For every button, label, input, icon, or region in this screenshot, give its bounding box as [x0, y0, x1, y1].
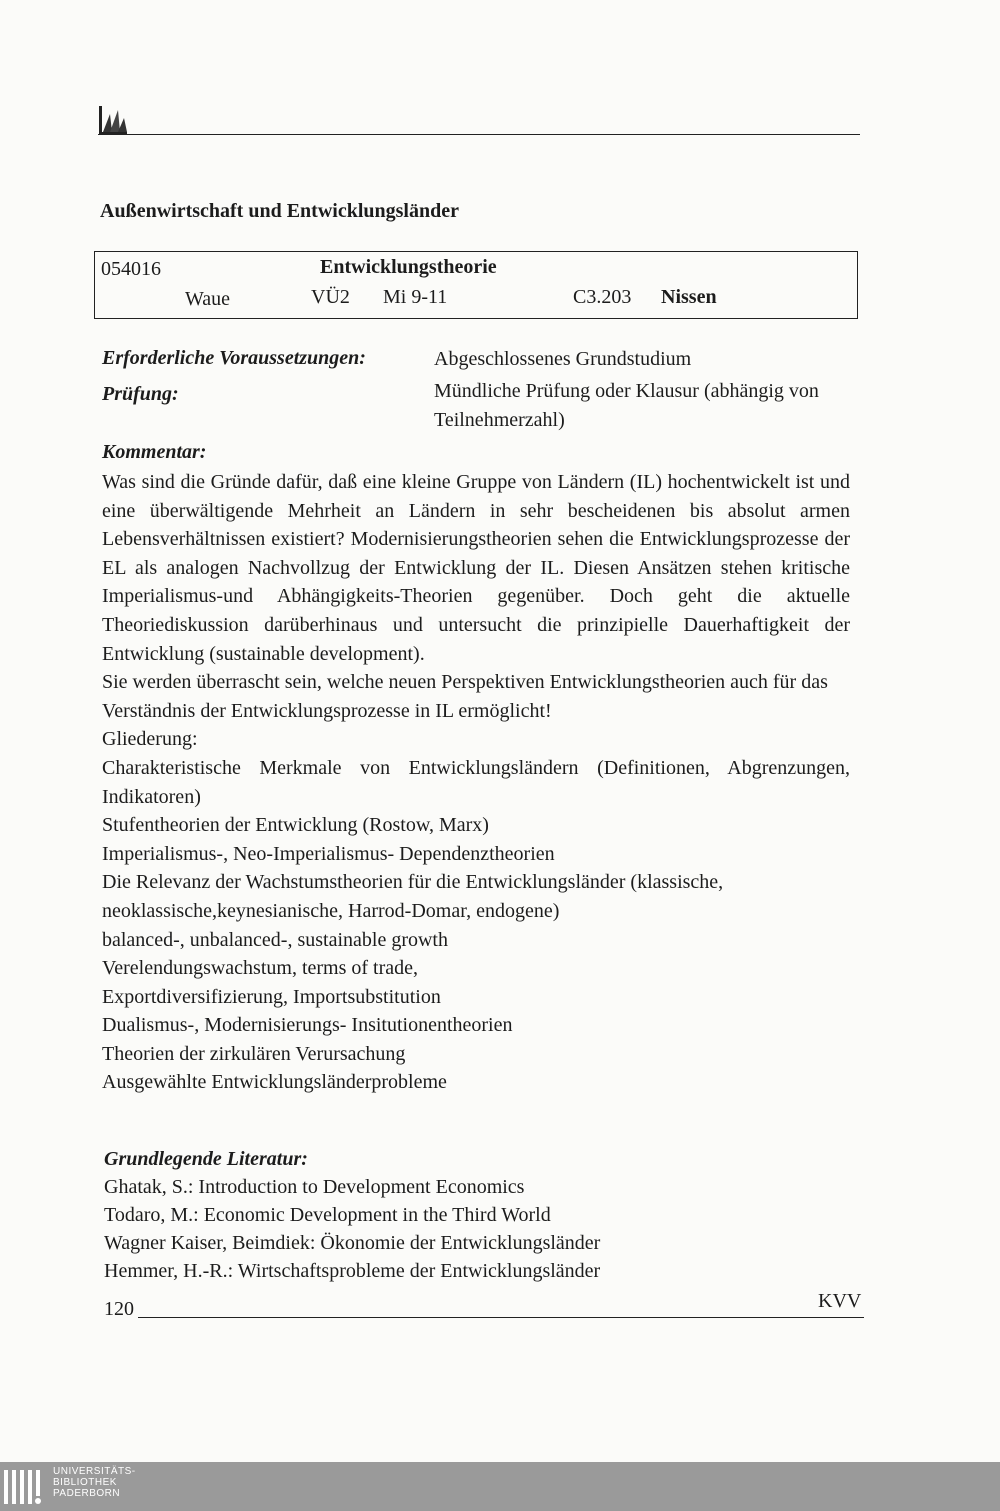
library-banner: [0, 1462, 1000, 1511]
exam-label: Prüfung:: [102, 383, 179, 405]
page-number: 120: [104, 1298, 134, 1320]
outline-item: Die Relevanz der Wachstumstheorien für die Entwicklungsländer (klassische, neoklassische,keynesianische, Harrod-Domar, endogene): [102, 871, 724, 922]
course-lecturer: Nissen: [661, 286, 717, 308]
outline-item: Stufentheorien der Entwicklung (Rostow, Marx): [102, 814, 489, 837]
literature-item: Wagner Kaiser, Beimdiek: Ökonomie der Entwicklungsländer: [104, 1232, 601, 1254]
requirements-label: Erforderliche Voraussetzungen:: [102, 347, 366, 369]
literature-item: Todaro, M.: Economic Development in the Third World: [104, 1204, 551, 1226]
literature-list: [104, 1173, 600, 1285]
course-type: VÜ2: [311, 286, 350, 308]
outline-item: Imperialismus-, Neo-Imperialismus- Dependenztheorien: [102, 842, 555, 865]
comment-paragraph-1: Was sind die Gründe dafür, daß eine kleine Gruppe von Ländern (IL) hochentwickelt ist und eine überwältigende Mehrheit an Ländern in sehr bescheidenen bis absolut armen Lebensverhältnissen existiert? Modernisierungstheorien sehen die Entwicklungsprozesse der EL als analogen Nachvollzug der Entwicklung der IL. Diesen Ansätzen stehen kritische Imperialismus-und Abhängigkeits-Theorien gegenüber. Doch geht die aktuelle Theoriediskussion darüberhinaus und untersucht die prinzipielle Dauerhaftigkeit der Entwicklung (sustainable development).: [102, 471, 850, 665]
comment-body: [102, 468, 850, 1097]
outline-item: balanced-, unbalanced-, sustainable growth: [102, 928, 448, 951]
exam-value: Mündliche Prüfung oder Klausur (abhängig von Teilnehmerzahl): [434, 380, 819, 431]
outline-label: Gliederung:: [102, 728, 198, 751]
course-number: 054016: [101, 258, 161, 280]
library-name-line: PADERBORN: [53, 1488, 121, 1499]
literature-item: Ghatak, S.: Introduction to Development Economics: [104, 1176, 525, 1198]
outline-item: Verelendungswachstum, terms of trade,: [102, 957, 419, 980]
course-room: C3.203: [573, 286, 632, 308]
footer-label: KVV: [818, 1290, 862, 1312]
library-name: [53, 1466, 136, 1499]
requirements-value: Abgeschlossenes Grundstudium: [434, 348, 692, 370]
header-rule: [98, 134, 860, 135]
footer-rule: [138, 1317, 864, 1318]
literature-item: Hemmer, H.-R.: Wirtschaftsprobleme der Entwicklungsländer: [104, 1260, 601, 1282]
outline-item: Exportdiversifizierung, Importsubstitution: [102, 985, 441, 1008]
literature-label: Grundlegende Literatur:: [104, 1148, 308, 1170]
library-name-line: UNIVERSITÄTS-: [53, 1466, 136, 1477]
comment-paragraph-2: Sie werden überrascht sein, welche neuen Perspektiven Entwicklungstheorien auch für das Verständnis der Entwicklungsprozesse in IL ermöglicht!: [102, 671, 828, 722]
university-logo-icon: [98, 104, 128, 136]
outline-item: Dualismus-, Modernisierungs- Insitutionentheorien: [102, 1014, 513, 1037]
section-title: Außenwirtschaft und Entwicklungsländer: [100, 200, 459, 222]
course-info-box: [94, 251, 858, 319]
library-name-line: BIBLIOTHEK: [53, 1477, 117, 1488]
course-title: Entwicklungstheorie: [320, 256, 497, 278]
course-time: Mi 9-11: [383, 286, 448, 308]
outline-item: Charakteristische Merkmale von Entwicklungsländern (Definitionen, Abgrenzungen, Indikatoren): [102, 756, 850, 808]
comment-label: Kommentar:: [102, 441, 207, 463]
outline-item: Ausgewählte Entwicklungsländerprobleme: [102, 1071, 447, 1094]
course-place: Waue: [185, 288, 231, 310]
library-logo-icon: [4, 1470, 44, 1504]
outline-item: Theorien der zirkulären Verursachung: [102, 1042, 406, 1065]
